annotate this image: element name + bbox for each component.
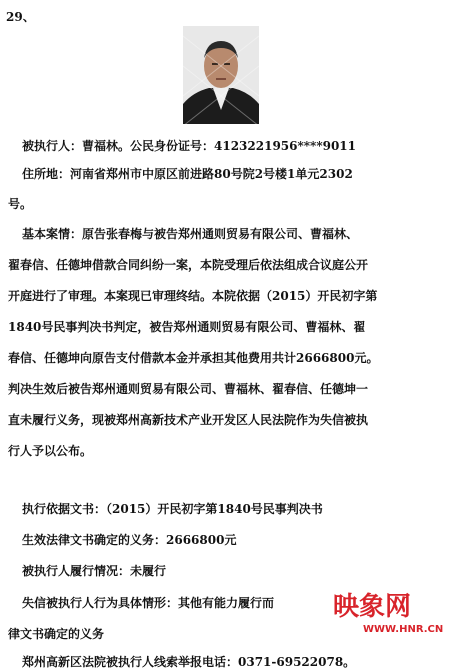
text-line: 执行依据文书：（2015）开民初字第1840号民事判决书 bbox=[22, 502, 323, 516]
text-line: 直未履行义务，现被郑州高新技术产业开发区人民法院作为失信被执 bbox=[8, 413, 369, 427]
text-line: 行人予以公布。 bbox=[8, 444, 93, 458]
text-line: 基本案情：原告张春梅与被告郑州通则贸易有限公司、曹福林、 bbox=[22, 227, 359, 241]
watermark-url: WWW.HNR.CN bbox=[363, 624, 444, 635]
watermark-logo: 映象网 bbox=[333, 592, 412, 622]
text-line: 春信、任德坤向原告支付借款本金并承担其他费用共计2666800元。 bbox=[8, 351, 379, 365]
watermark bbox=[333, 586, 444, 635]
person-photo bbox=[183, 26, 259, 124]
text-line: 被执行人：曹福林。公民身份证号：4123221956****9011 bbox=[22, 139, 356, 153]
text-line: 住所地：河南省郑州市中原区前进路80号院2号楼1单元2302 bbox=[22, 167, 353, 181]
text-line: 生效法律文书确定的义务：2666800元 bbox=[22, 533, 237, 547]
text-line: 失信被执行人行为具体情形：其他有能力履行而 bbox=[22, 596, 275, 610]
text-line: 律文书确定的义务 bbox=[8, 627, 105, 641]
text-line: 翟春信、任德坤借款合同纠纷一案，本院受理后依法组成合议庭公开 bbox=[8, 258, 369, 272]
text-line: 号。 bbox=[8, 197, 33, 211]
text-line: 判决生效后被告郑州通则贸易有限公司、曹福林、翟春信、任德坤一 bbox=[8, 382, 369, 396]
text-line: 开庭进行了审理。本案现已审理终结。本院依据（2015）开民初字第 bbox=[8, 289, 378, 303]
entry-number: 29、 bbox=[6, 10, 35, 24]
text-line: 郑州高新区法院被执行人线索举报电话：0371-69522078。 bbox=[22, 655, 356, 669]
text-line: 被执行人履行情况：未履行 bbox=[22, 564, 167, 578]
text-line: 1840号民事判决书判定，被告郑州通则贸易有限公司、曹福林、翟 bbox=[8, 320, 366, 334]
